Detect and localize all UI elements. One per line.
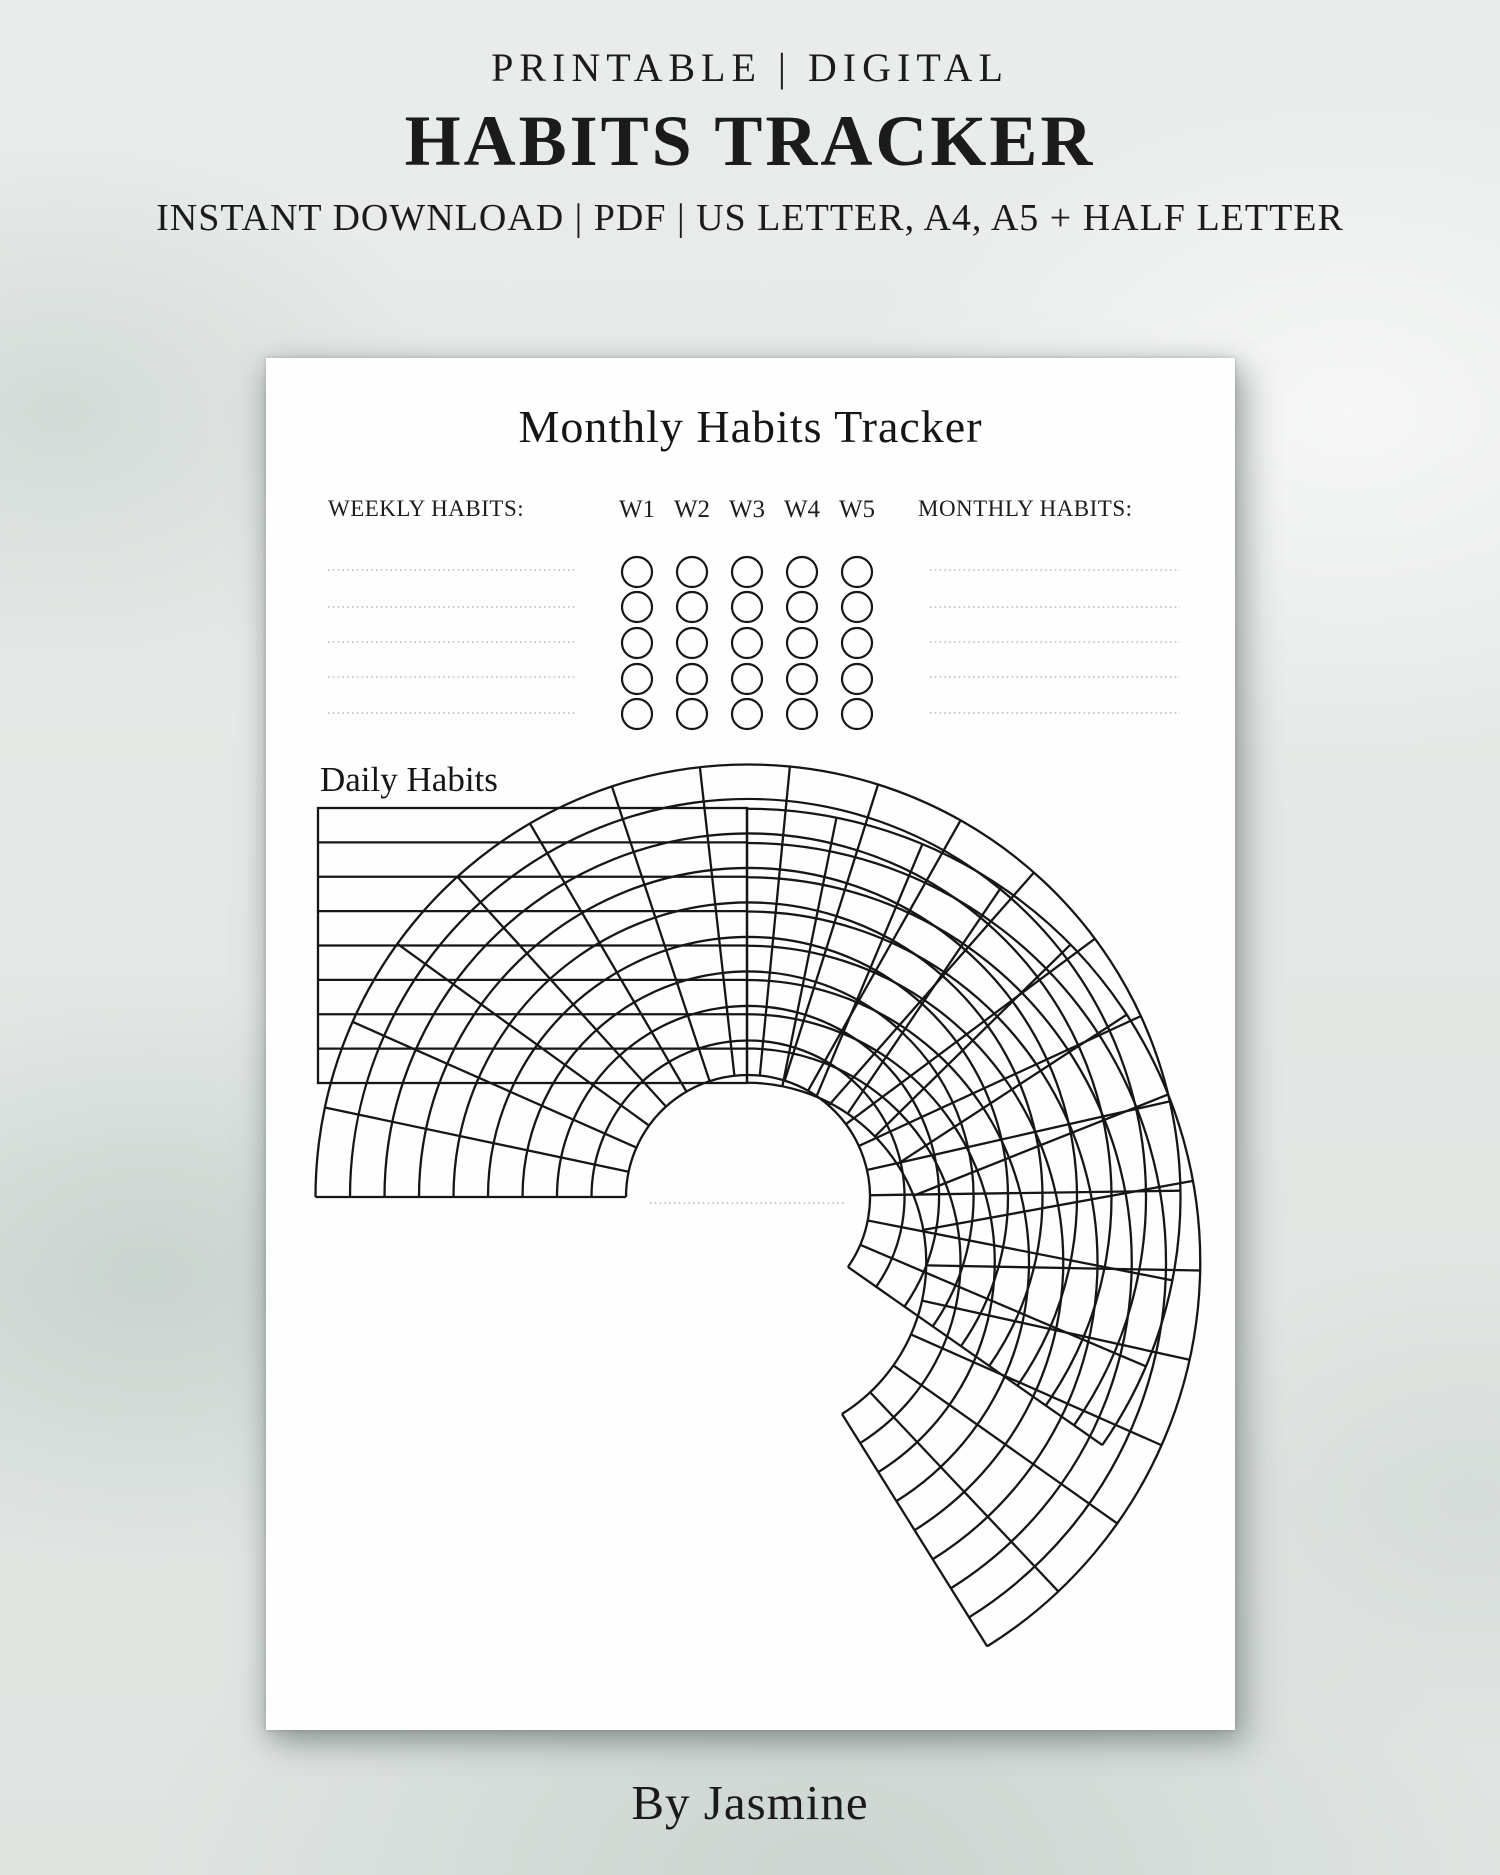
habit-checkbox <box>677 699 707 729</box>
upper-fan-day-spoke <box>911 1334 1162 1445</box>
upper-fan-day-spoke <box>842 1414 987 1646</box>
lower-fan-day-spoke <box>868 1221 1173 1281</box>
habit-checkbox <box>622 699 652 729</box>
habit-checkbox <box>677 557 707 587</box>
upper-fan-ring-arc <box>747 1083 926 1414</box>
habit-checkbox <box>622 628 652 658</box>
habit-checkbox <box>842 557 872 587</box>
lower-fan-day-spoke <box>700 767 735 1076</box>
week-column-label-w5: W5 <box>838 496 876 523</box>
habit-checkbox <box>842 664 872 694</box>
habit-checkbox <box>732 557 762 587</box>
habit-checkbox <box>677 628 707 658</box>
week-column-label-w3: W3 <box>728 496 766 523</box>
lower-fan-day-spoke <box>325 1107 629 1171</box>
habit-checkbox <box>787 628 817 658</box>
habit-checkbox <box>732 664 762 694</box>
upper-fan-ring-arc <box>747 946 1063 1530</box>
habit-checkbox <box>622 557 652 587</box>
upper-fan-ring-arc <box>747 809 1200 1647</box>
upper-fan-day-spoke <box>875 945 1071 1137</box>
habit-checkbox <box>787 699 817 729</box>
tracker-page <box>266 358 1235 1730</box>
upper-fan-day-spoke <box>914 1094 1169 1195</box>
habit-checkbox <box>732 699 762 729</box>
habit-checkbox <box>787 592 817 622</box>
upper-fan-ring-arc <box>747 912 1098 1560</box>
week-column-label-w2: W2 <box>673 496 711 523</box>
monthly-habits-label: MONTHLY HABITS: <box>918 496 1133 521</box>
product-title: HABITS TRACKER <box>404 101 1096 181</box>
habit-checkbox <box>677 592 707 622</box>
weekly-habits-label: WEEKLY HABITS: <box>328 496 525 521</box>
habit-checkbox <box>732 592 762 622</box>
habit-checkbox <box>732 628 762 658</box>
author-credit: By Jasmine <box>631 1775 869 1830</box>
upper-fan-day-spoke <box>922 1301 1190 1360</box>
upper-fan-day-spoke <box>870 1392 1058 1591</box>
upper-fan-day-spoke <box>897 1015 1127 1165</box>
habit-checkbox <box>677 664 707 694</box>
habit-checkbox <box>842 628 872 658</box>
habit-checkbox <box>842 699 872 729</box>
habit-checkbox <box>787 557 817 587</box>
week-column-label-w1: W1 <box>618 496 656 523</box>
lower-fan-day-spoke <box>760 767 790 1076</box>
product-subtitle-top: PRINTABLE | DIGITAL <box>491 45 1009 90</box>
upper-fan-day-spoke <box>782 818 836 1087</box>
daily-tracker-spiral <box>266 358 1235 1730</box>
upper-fan-ring-arc <box>747 1049 960 1444</box>
habit-checkbox <box>787 664 817 694</box>
daily-habits-label: Daily Habits <box>320 760 498 799</box>
lower-fan-day-spoke <box>612 786 710 1081</box>
habit-checkbox <box>622 592 652 622</box>
week-column-label-w4: W4 <box>783 496 821 523</box>
upper-fan-day-spoke <box>923 1181 1193 1230</box>
page-title: Monthly Habits Tracker <box>518 401 983 452</box>
habit-checkbox <box>622 664 652 694</box>
product-format-line: INSTANT DOWNLOAD | PDF | US LETTER, A4, A5 + HALF LETTER <box>156 197 1344 239</box>
habit-checkbox <box>842 592 872 622</box>
lower-fan-day-spoke <box>530 823 687 1091</box>
